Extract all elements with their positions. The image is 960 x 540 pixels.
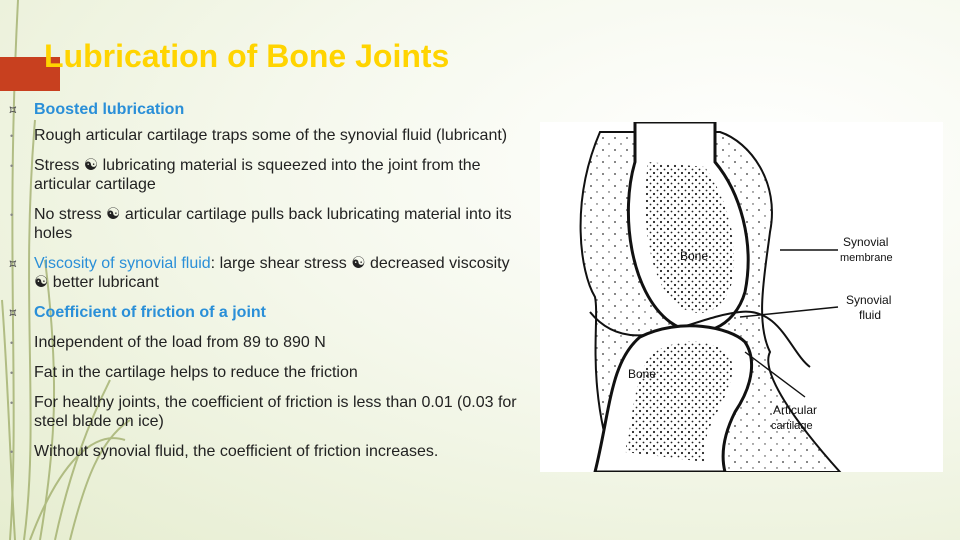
list-item: ⯏ Boosted lubrication (8, 101, 185, 118)
bone-top-label: Bone (680, 249, 709, 263)
dot-bullet-icon: • (10, 368, 14, 378)
diamond-bullet-icon: ⯏ (8, 102, 19, 117)
list-item: ⯏ Viscosity of synovial fluid: large shear stress ☯ decreased viscosity ☯ better lubricant (8, 255, 510, 291)
list-item: • Stress ☯ lubricating material is squeezed into the joint from the articular cartilage (10, 157, 481, 193)
joint-diagram (540, 122, 943, 472)
membrane-label-line2: membrane (840, 252, 893, 264)
diamond-bullet-icon: ⯏ (8, 256, 19, 271)
list-item: ⯏ Coefficient of friction of a joint (8, 304, 266, 321)
fluid-label-line1: Synovial (846, 293, 892, 307)
fluid-label-line2: fluid (859, 308, 882, 322)
list-item: • Independent of the load from 89 to 890 N (10, 334, 326, 351)
list-item: • Fat in the cartilage helps to reduce the friction (10, 364, 358, 381)
list-item: • Without synovial fluid, the coefficient of friction increases. (10, 443, 439, 460)
dot-bullet-icon: • (10, 131, 14, 141)
cartilage-label-line2: cartilage (771, 420, 813, 432)
slide-title: Lubrication of Bone Joints (44, 38, 450, 74)
list-item: • Rough articular cartilage traps some of the synovial fluid (lubricant) (10, 127, 508, 144)
dot-bullet-icon: • (10, 398, 14, 408)
list-item: • No stress ☯ articular cartilage pulls back lubricating material into its holes (10, 206, 512, 242)
joint-diagram-svg (540, 122, 943, 472)
dot-bullet-icon: • (10, 338, 14, 348)
yin-yang-arrow-icon: ☯ (351, 255, 366, 272)
yin-yang-arrow-icon: ☯ (34, 274, 49, 291)
diamond-bullet-icon: ⯏ (8, 305, 19, 320)
dot-bullet-icon: • (10, 161, 14, 171)
bullet-list (6, 100, 526, 461)
list-item: • For healthy joints, the coefficient of friction is less than 0.01 (0.03 for steel blade on ice) (10, 394, 517, 430)
dot-bullet-icon: • (10, 447, 14, 457)
membrane-label-line1: Synovial (843, 235, 889, 249)
cartilage-label-line1: Articular (773, 403, 818, 417)
dot-bullet-icon: • (10, 210, 14, 220)
yin-yang-arrow-icon: ☯ (83, 157, 99, 174)
yin-yang-arrow-icon: ☯ (106, 206, 121, 223)
bone-bottom-label: Bone (628, 367, 657, 381)
